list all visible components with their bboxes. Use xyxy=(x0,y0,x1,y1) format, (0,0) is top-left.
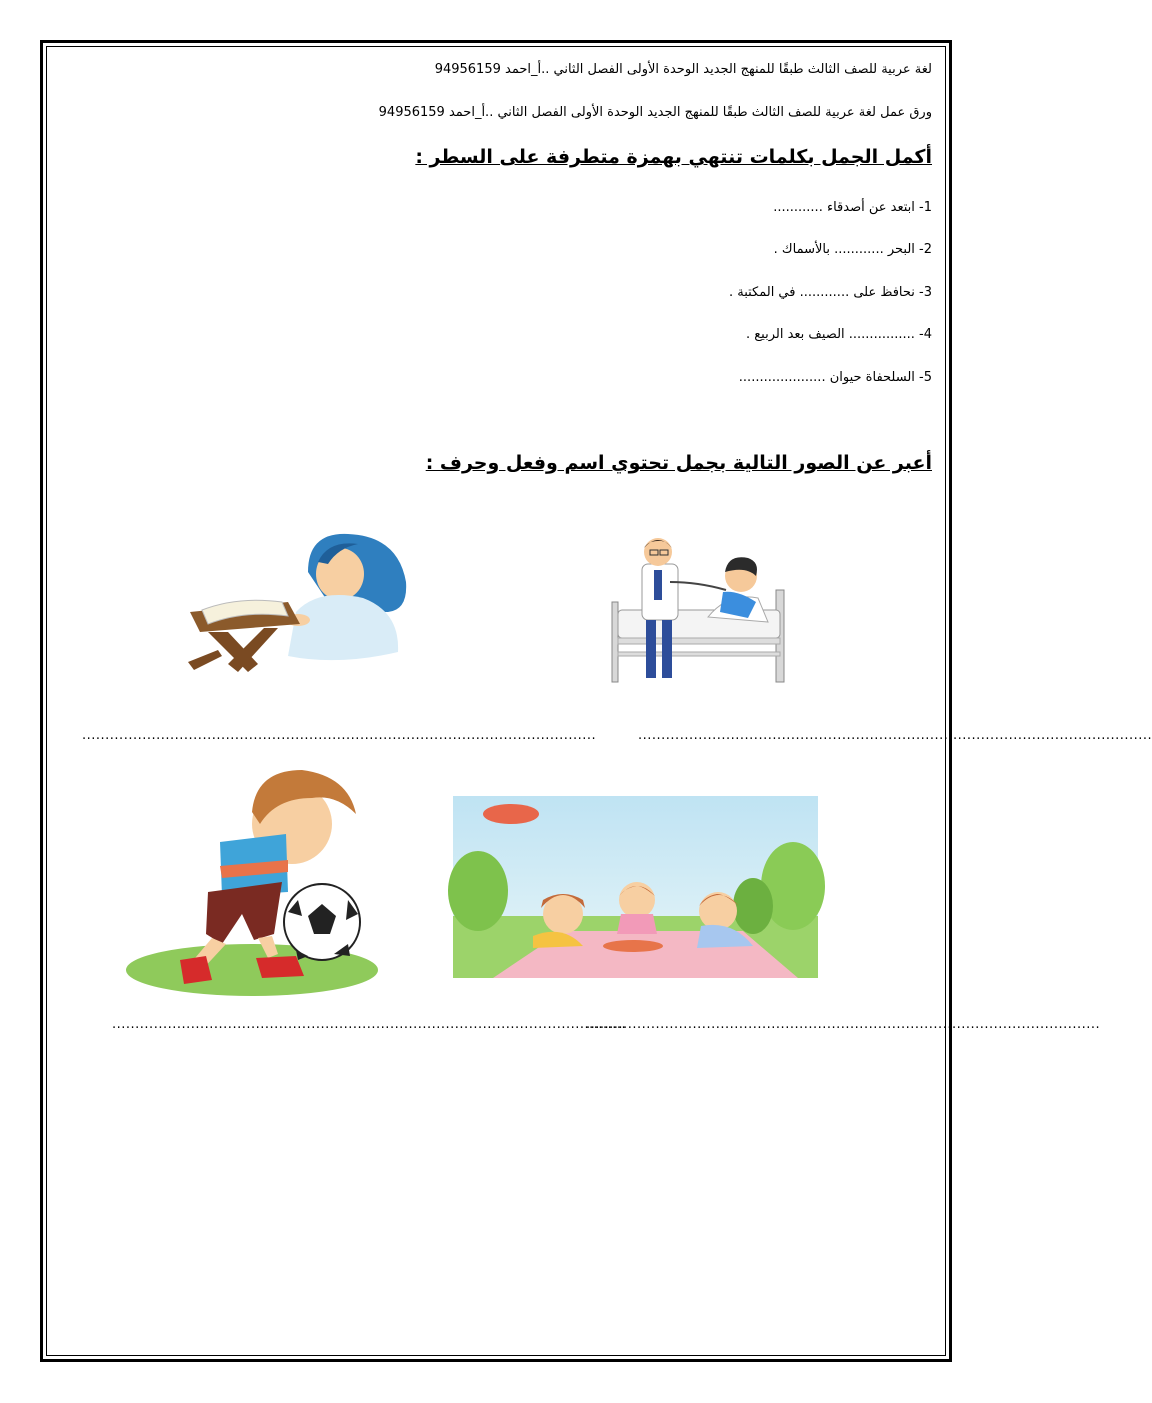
answer-line-2[interactable]: ............................................................................................................... xyxy=(82,728,597,743)
sentence-item-2: 2- البحر ............ بالأسماك . xyxy=(773,242,932,257)
picnic-illustration xyxy=(453,796,818,978)
header-line-2: ورق عمل لغة عربية للصف الثالث طبقًا للمنهج الجديد الوحدة الأولى الفصل الثاني ..أ_احمد 94956159 xyxy=(378,105,932,120)
sentence-item-1: 1- ابتعد عن أصدقاء ............ xyxy=(773,200,932,215)
girl-reading-illustration xyxy=(188,532,410,682)
boy-football-illustration xyxy=(126,764,382,998)
section2-title: أعبر عن الصور التالية بجمل تحتوي اسم وفعل وحرف : xyxy=(425,452,932,474)
header-line-1: لغة عربية للصف الثالث طبقًا للمنهج الجديد الوحدة الأولى الفصل الثاني ..أ_احمد 94956159 xyxy=(434,62,932,77)
answer-line-4[interactable]: ............................................................................................................... xyxy=(112,1017,627,1032)
sentence-item-5: 5- السلحفاة حيوان ..................... xyxy=(738,370,932,385)
sentence-item-4: 4- ................ الصيف بعد الربيع . xyxy=(745,327,932,342)
answer-line-1[interactable]: ............................................................................................................... xyxy=(638,728,1152,743)
answer-line-3[interactable]: ............................................................................................................... xyxy=(586,1017,1101,1032)
doctor-patient-illustration xyxy=(608,532,788,684)
sentence-item-3: 3- نحافظ على ............ في المكتبة . xyxy=(728,285,932,300)
section1-title: أكمل الجمل بكلمات تنتهي بهمزة متطرفة على السطر : xyxy=(415,146,932,168)
